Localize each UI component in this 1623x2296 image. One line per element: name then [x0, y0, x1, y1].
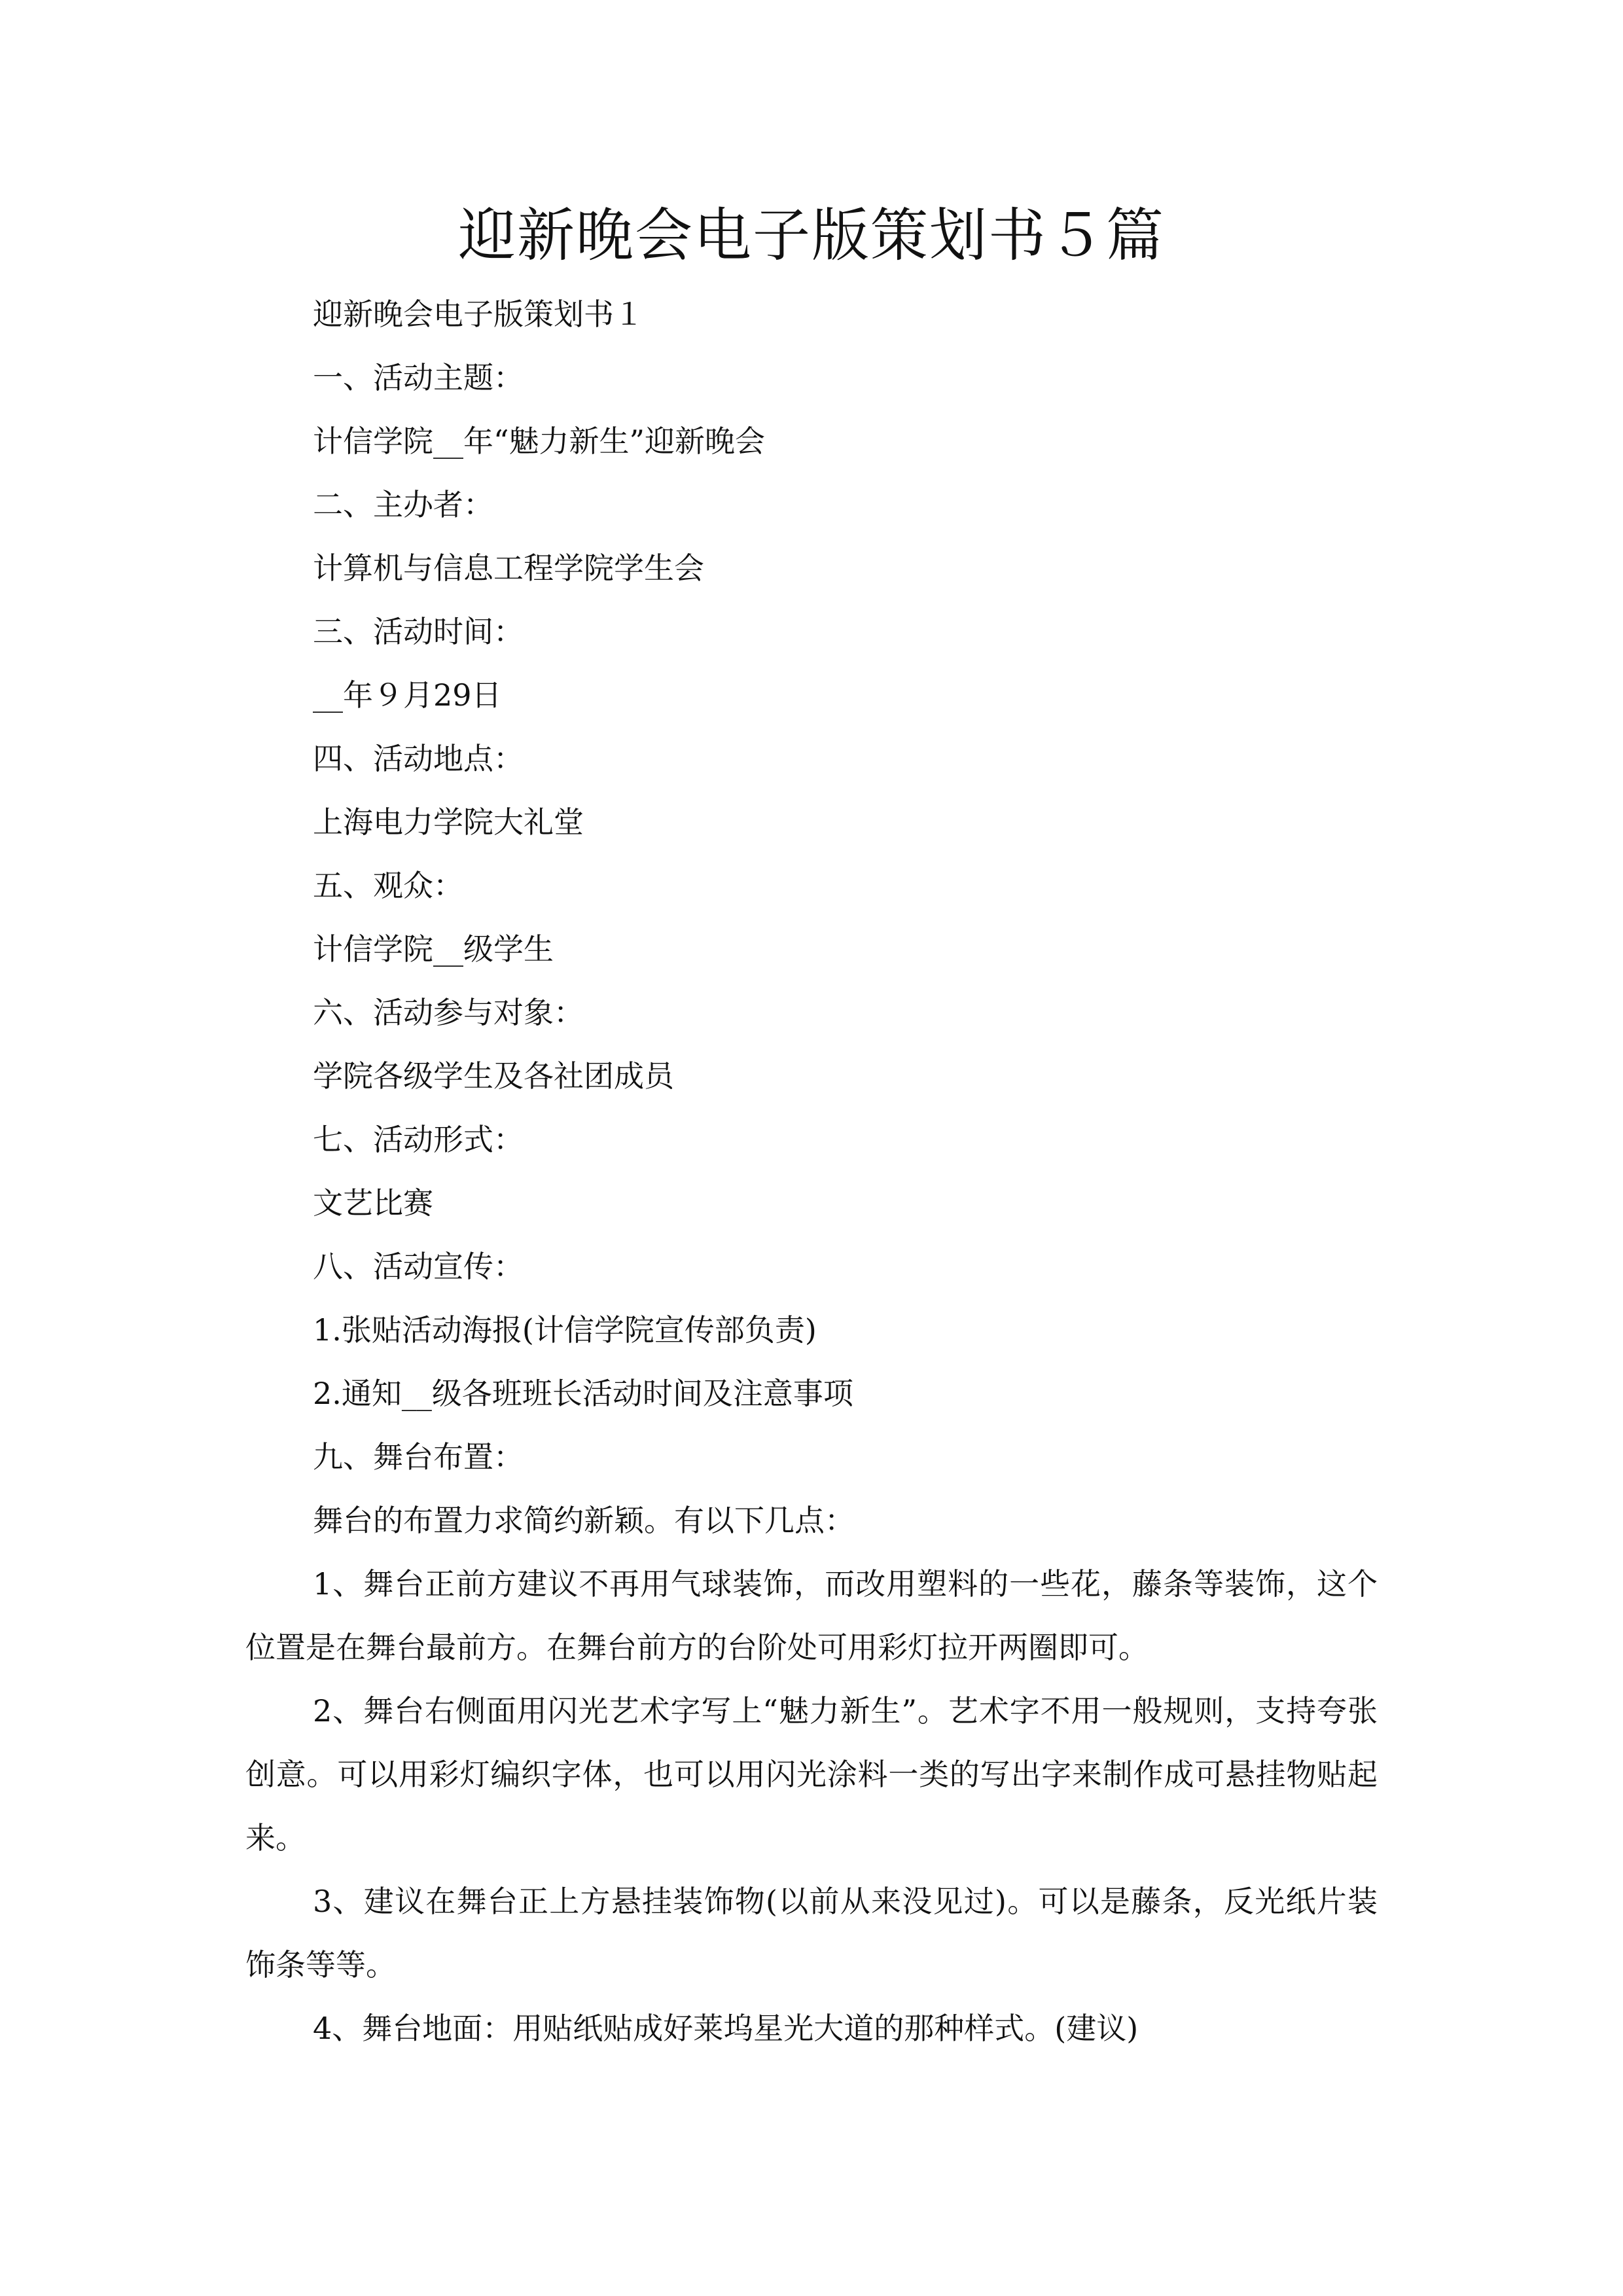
- paragraph: 学院各级学生及各社团成员: [313, 1058, 674, 1094]
- paragraph: 计信学院__级学生: [313, 931, 554, 967]
- paragraph: 舞台的布置力求简约新颖。有以下几点：: [313, 1503, 855, 1538]
- list-item: 1、舞台正前方建议不再用气球装饰，而改用塑料的一些花，藤条等装饰，这个位置是在舞台最前方。在舞台前方的台阶处可用彩灯拉开两圈即可。: [245, 1566, 1378, 1665]
- section-heading-theme: 一、活动主题：: [313, 360, 524, 395]
- section-heading-format: 七、活动形式：: [313, 1122, 524, 1157]
- section-heading-publicity: 八、活动宣传：: [313, 1249, 524, 1284]
- section-heading-location: 四、活动地点：: [313, 741, 524, 776]
- list-item: 4、舞台地面：用贴纸贴成好莱坞星光大道的那种样式。(建议): [313, 2011, 1139, 2046]
- paragraph: 上海电力学院大礼堂: [313, 804, 584, 840]
- section-heading-time: 三、活动时间：: [313, 614, 524, 649]
- document-title: 迎新晚会电子版策划书５篇: [457, 202, 1165, 269]
- list-item: 2.通知__级各班班长活动时间及注意事项: [313, 1376, 853, 1411]
- section-heading-organizer: 二、主办者：: [313, 487, 493, 522]
- paragraph: 计算机与信息工程学院学生会: [313, 550, 704, 586]
- section-heading-stage: 九、舞台布置：: [313, 1439, 524, 1475]
- list-item: 3、建议在舞台正上方悬挂装饰物(以前从来没见过)。可以是藤条，反光纸片装饰条等等。: [245, 1884, 1378, 1982]
- section-heading-audience: 五、观众：: [313, 868, 463, 903]
- paragraph: 文艺比赛: [313, 1185, 433, 1221]
- list-item: 1.张贴活动海报(计信学院宣传部负责): [313, 1312, 817, 1348]
- paragraph: __年９月29日: [313, 677, 502, 713]
- paragraph: 计信学院__年“魅力新生”迎新晚会: [313, 423, 766, 459]
- document-body: [245, 283, 1378, 2060]
- paragraph-subtitle: 迎新晚会电子版策划书１: [313, 296, 644, 332]
- section-heading-participants: 六、活动参与对象：: [313, 995, 584, 1030]
- list-item: 2、舞台右侧面用闪光艺术字写上“魅力新生”。艺术字不用一般规则，支持夸张创意。可以用彩灯编织字体，也可以用闪光涂料一类的写出字来制作成可悬挂物贴起来。: [245, 1693, 1378, 1856]
